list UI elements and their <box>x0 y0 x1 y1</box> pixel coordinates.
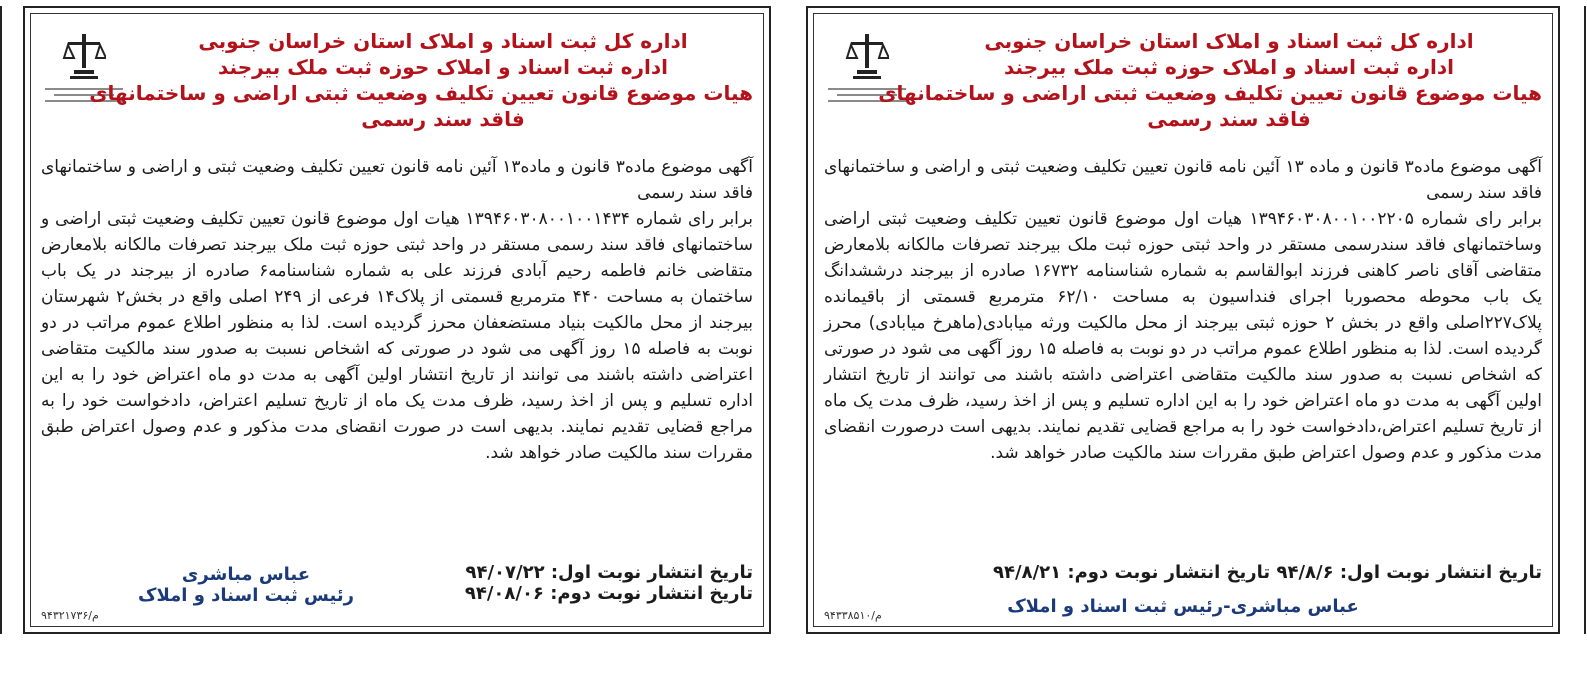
notice-2-frame <box>30 13 764 627</box>
notice-2-code: م/۹۴۳۲۱۷۳۶ <box>41 609 99 622</box>
notice-1-paragraph: برابر رای شماره ۱۳۹۴۶۰۳۰۸۰۰۱۰۰۲۲۰۵ هیات اول موضوع قانون تعیین تکلیف وضعیت ثبتی اراضی وساختمانهای فاقد سندرسمی مستقر در واحد ثبتی حوزه ثبت ملک بیرجند تصرفات مالکانه بلامعارض متقاضی آقای ناصر کاهنی فرزند ابوالقاسم به شماره شناسنامه ۱۶۷۳۲ صادره از بیرجند درششدانگ یک باب محوطه محصوربا اجرای فنداسیون به مساحت ۶۲/۱۰ مترمربع قسمتی از باقیمانده پلاک۲۲۷اصلی واقع در بخش ۲ حوزه ثبتی بیرجند از محل مالکیت ورثه میابادی(ماهرخ میابادی) محرز گردیده است. لذا به منظور اطلاع عموم مراتب در دو نوبت به فاصله ۱۵ روز آگهی می شود در صورتی که اشخاص نسبت به صدور سند مالکیت متقاضی اعتراضی داشته باشند می توانند از تاریخ انتشار اولین آگهی به مدت دو ماه اعتراض خود را به این اداره تسلیم و پس از اخذ رسید، ظرف مدت یک ماه از تاریخ تسلیم اعتراض،دادخواست خود را به مراجع قضایی تقدیم نمایند. بدیهی است درصورت انقضای مدت مذکور و عدم وصول اعتراض طبق مقررات سند مالکیت صادر خواهد شد. <box>824 209 1542 463</box>
judiciary-emblem-icon <box>39 30 129 126</box>
notice-2-title-4: فاقد سند رسمی <box>361 107 525 131</box>
notice-1-dates: تاریخ انتشار نوبت اول: ۹۴/۸/۶ تاریخ انتشار نوبت دوم: ۹۴/۸/۲۱ <box>993 562 1542 583</box>
notice-1-titles <box>878 28 1542 132</box>
notice-2-title-2: اداره ثبت اسناد و املاک حوزه ثبت ملک بیرجند <box>217 55 669 79</box>
notice-2-title-1: اداره کل ثبت اسناد و املاک استان خراسان جنوبی <box>198 29 688 53</box>
notice-1-signature: عباس مباشری-رئیس ثبت اسناد و املاک <box>1007 596 1359 617</box>
notice-1-body <box>824 154 1542 466</box>
neighbor-notice-edge-left <box>0 6 2 634</box>
notice-2-dates <box>373 562 753 604</box>
notice-2-titles <box>89 28 753 132</box>
notice-1-header <box>814 14 1552 146</box>
notice-2 <box>23 6 771 634</box>
notice-1-title-3: هیات موضوع قانون تعیین تکلیف وضعیت ثبتی اراضی و ساختمانهای <box>878 81 1542 105</box>
judiciary-emblem-icon <box>822 30 912 126</box>
notice-2-signature-name: عباس مباشری <box>181 564 311 585</box>
notice-2-body <box>41 154 753 466</box>
notice-1-code: م/۹۴۳۳۸۵۱۰ <box>824 609 882 622</box>
notice-1-title-4: فاقد سند رسمی <box>1147 107 1311 131</box>
notice-2-title-3: هیات موضوع قانون تعیین تکلیف وضعیت ثبتی اراضی و ساختمانهای <box>89 81 753 105</box>
notice-1-intro: آگهی موضوع ماده۳ قانون و ماده ۱۳ آئین نامه قانون تعیین تکلیف وضعیت ثبتی و اراضی و ساختمانهای فاقد سند رسمی <box>824 157 1542 203</box>
notice-1-frame <box>813 13 1553 627</box>
notice-2-date-first: تاریخ انتشار نوبت اول: ۹۴/۰۷/۲۲ <box>465 562 753 583</box>
notice-2-header <box>31 14 763 146</box>
notice-2-date-second: تاریخ انتشار نوبت دوم: ۹۴/۰۸/۰۶ <box>464 583 753 604</box>
notice-2-paragraph: برابر رای شماره ۱۳۹۴۶۰۳۰۸۰۰۱۰۰۱۴۳۴ هیات اول موضوع قانون تعیین تکلیف وضعیت ثبتی اراضی و ساختمانهای فاقد سند رسمی مستقر در واحد ثبتی حوزه ثبت ملک بیرجند تصرفات مالکانه بلامعارض متقاضی خانم فاطمه رحیم آبادی فرزند علی به شماره شناسنامه۶ صادره از بیرجند در یک باب ساختمان به مساحت ۴۴۰ مترمربع قسمتی از پلاک۱۴ فرعی از ۲۴۹ اصلی واقع در بخش۲ شهرستان بیرجند از محل مالکیت بنیاد مستضعفان محرز گردیده است. لذا به منظور اطلاع عموم مراتب در دو نوبت به فاصله ۱۵ روز آگهی می شود در صورتی که اشخاص نسبت به صدور سند مالکیت متقاضی اعتراضی داشته باشند می توانند از تاریخ انتشار اولین آگهی به مدت دو ماه اعتراض خود را به این اداره تسلیم و پس از اخذ رسید، ظرف مدت یک ماه از تاریخ تسلیم اعتراض، دادخواست خود را به مراجع قضایی تقدیم نمایند. بدیهی است در صورت انقضای مدت مذکور و عدم وصول اعتراض طبق مقررات سند مالکیت صادر خواهد شد. <box>41 209 754 463</box>
notice-1 <box>806 6 1560 634</box>
notice-1-title-2: اداره ثبت اسناد و املاک حوزه ثبت ملک بیرجند <box>1003 55 1455 79</box>
notice-2-signature-title: رئیس ثبت اسناد و املاک <box>138 585 354 606</box>
neighbor-notice-edge-right <box>1584 6 1586 634</box>
notice-1-title-1: اداره کل ثبت اسناد و املاک استان خراسان جنوبی <box>984 29 1474 53</box>
notice-2-signature <box>131 564 361 606</box>
notice-2-intro: آگهی موضوع ماده۳ قانون و ماده۱۳ آئین نامه قانون تعیین تکلیف وضعیت ثبتی و اراضی و ساختمانهای فاقد سند رسمی <box>41 157 753 203</box>
